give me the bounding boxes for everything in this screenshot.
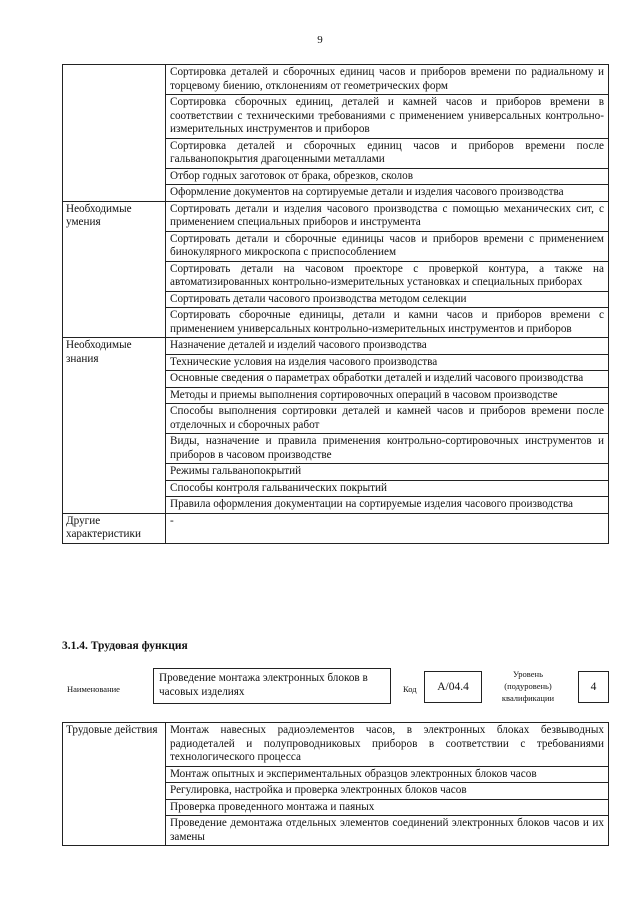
table-cell: Сортировка сборочных единиц, деталей и камней часов и приборов времени в соответствии с техническими требованиями с применением универсальных контрольно-измерительных инструментов и приборов (166, 95, 609, 139)
row-label-knowledge: Необходимые знания (63, 338, 166, 514)
table-cell: Виды, назначение и правила применения контрольно-сортировочных инструментов и приборов в часовом производстве (166, 434, 609, 464)
table-cell: Назначение деталей и изделий часового производства (166, 338, 609, 355)
table-cell: Оформление документов на сортируемые детали и изделия часового производства (166, 185, 609, 202)
competency-table (62, 64, 609, 544)
table-cell: Сортировать детали часового производства методом селекции (166, 291, 609, 308)
table-row (63, 723, 609, 767)
table-cell: Сортировка деталей и сборочных единиц часов и приборов времени по радиальному и торцевому биению, отклонениям от геометрических форм (166, 65, 609, 95)
table-cell: - (166, 513, 609, 543)
section-heading: 3.1.4. Трудовая функция (62, 640, 188, 652)
table-row (63, 338, 609, 355)
table-cell: Проведение демонтажа отдельных элементов соединений электронных блоков часов и их замены (166, 816, 609, 846)
table-row (63, 201, 609, 231)
table-cell: Сортировка деталей и сборочных единиц часов и приборов времени после гальванопокрытия драгоценными металлами (166, 138, 609, 168)
table-cell: Правила оформления документации на сортируемые изделия часового производства (166, 497, 609, 514)
table-cell: Режимы гальванопокрытий (166, 464, 609, 481)
table-cell: Способы контроля гальванических покрытий (166, 480, 609, 497)
table-cell: Монтаж опытных и экспериментальных образцов электронных блоков часов (166, 766, 609, 783)
table-cell: Технические условия на изделия часового производства (166, 354, 609, 371)
page-number: 9 (317, 34, 323, 46)
table-cell: Методы и приемы выполнения сортировочных операций в часовом производстве (166, 387, 609, 404)
row-label (63, 65, 166, 202)
table-cell: Сортировать детали на часовом проекторе с проверкой контура, а также на автоматизированных контрольно-измерительных установках и специальных приборах (166, 261, 609, 291)
table-row (63, 513, 609, 543)
table-cell: Отбор годных заготовок от брака, обрезков, сколов (166, 168, 609, 185)
labor-actions-table (62, 722, 609, 846)
row-label-actions: Трудовые действия (63, 723, 166, 846)
code-box: А/04.4 (424, 671, 482, 703)
row-label-other: Другие характеристики (63, 513, 166, 543)
table-cell: Сортировать детали и сборочные единицы часов и приборов времени с применением бинокулярного микроскопа с приспособлением (166, 231, 609, 261)
level-label: Уровень (подуровень) квалификации (501, 669, 555, 703)
table-cell: Регулировка, настройка и проверка электронных блоков часов (166, 783, 609, 800)
row-label-skills: Необходимые умения (63, 201, 166, 338)
table-cell: Сортировать детали и изделия часового производства с помощью механических сит, с применением специальных приборов и инструмента (166, 201, 609, 231)
name-label: Наименование (67, 684, 120, 694)
table-cell: Монтаж навесных радиоэлементов часов, в электронных блоках безвыводных радиодеталей и полупроводниковых приборов в соответствии с требованиями технологического процесса (166, 723, 609, 767)
table-cell: Способы выполнения сортировки деталей и камней часов и приборов времени после отделочных и сборочных работ (166, 404, 609, 434)
code-label: Код (403, 684, 417, 694)
table-row (63, 65, 609, 95)
table-cell: Основные сведения о параметрах обработки деталей и изделий часового производства (166, 371, 609, 388)
function-name-box: Проведение монтажа электронных блоков в часовых изделиях (153, 668, 391, 704)
level-box: 4 (578, 671, 609, 703)
table-cell: Сортировать сборочные единицы, детали и камни часов и приборов времени с применением универсальных контрольно-измерительных инструментов и приборов (166, 308, 609, 338)
table-cell: Проверка проведенного монтажа и паяных (166, 799, 609, 816)
